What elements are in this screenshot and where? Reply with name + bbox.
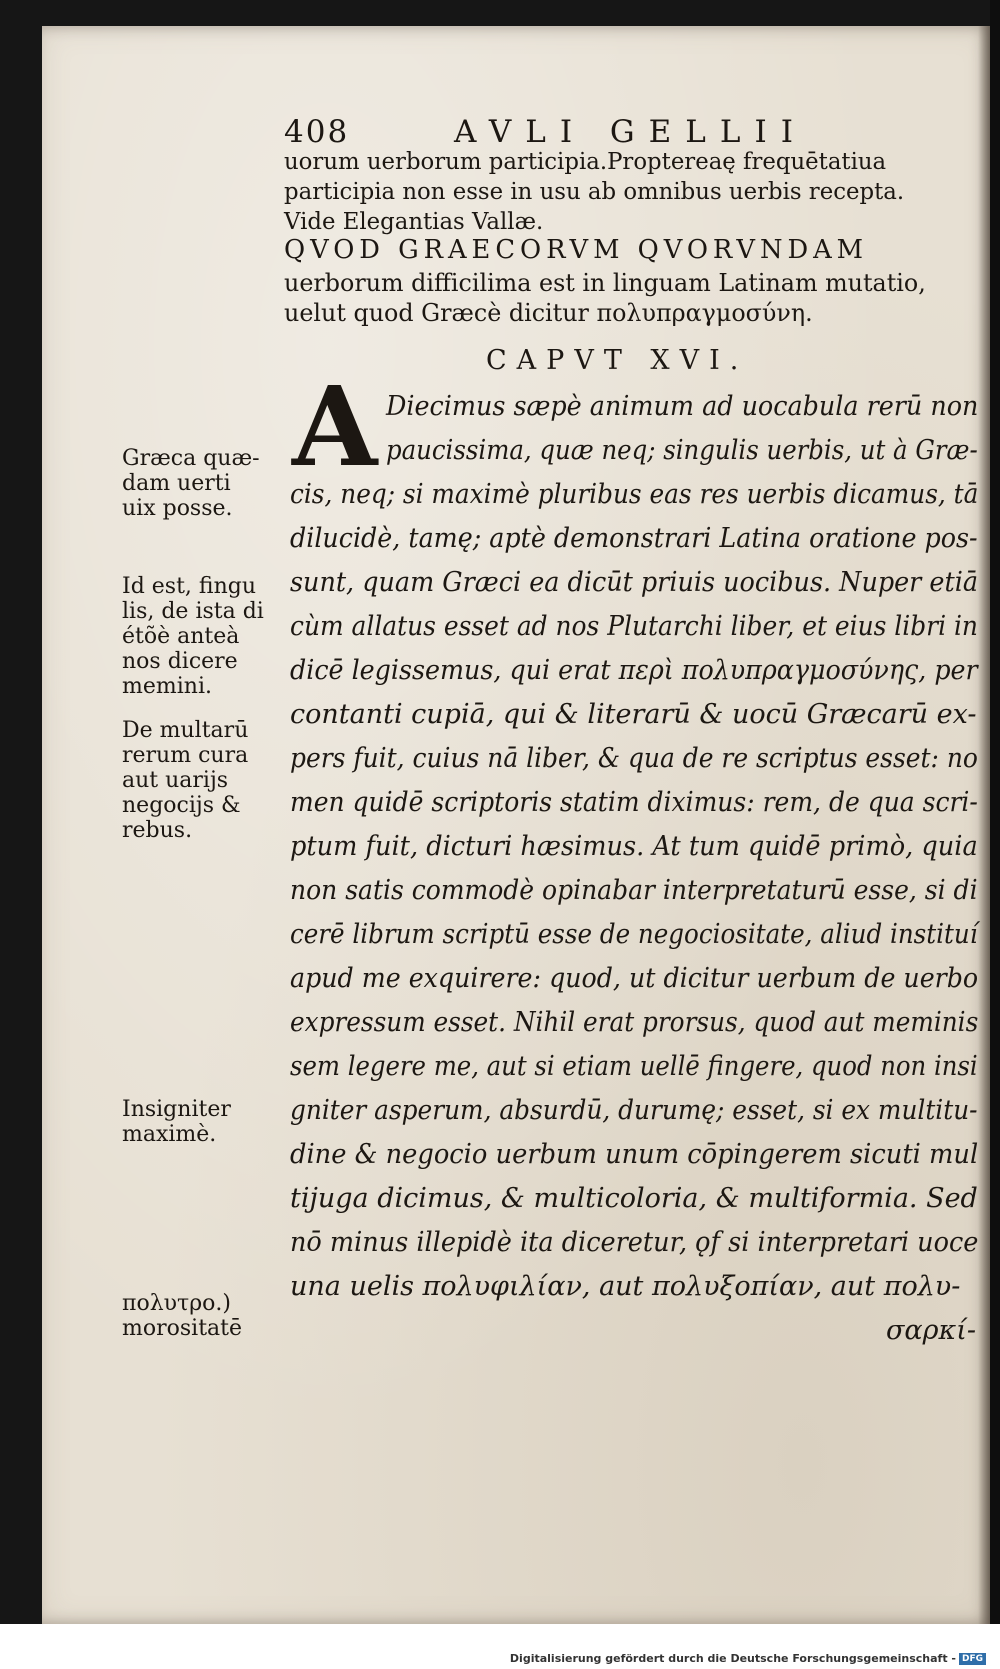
- body-line-14: apud me exquirere: quod, ut dicitur uerbum de uerbo: [290, 963, 979, 994]
- margin-note-5: [122, 1291, 282, 1341]
- body-line-9: pers fuit, cuius nā liber, & qua de re scriptus esset: no: [290, 743, 978, 774]
- margin-note-line: Græca quæ-: [122, 446, 260, 471]
- running-head-title: AVLI GELLII: [454, 114, 807, 150]
- page-number: 408: [284, 114, 350, 150]
- body-line-4: dilucidè, tamę; aptè demonstrari Latina oratione pos-: [290, 523, 978, 554]
- body-line-17: gniter asperum, absurdū, durumę; esset, si ex multitu-: [290, 1095, 978, 1126]
- margin-note-line: morositatē: [122, 1316, 243, 1341]
- margin-note-line: negocijs &: [122, 793, 241, 818]
- digitization-footer: [0, 1624, 1000, 1669]
- drop-cap-initial: A: [292, 362, 378, 491]
- body-line-22: σαρκί-: [886, 1315, 976, 1346]
- scan-border: [990, 0, 1000, 1669]
- margin-note-line: De multarū: [122, 718, 249, 743]
- dfg-logo-badge: DFG: [959, 1653, 986, 1665]
- margin-note-line: uix posse.: [122, 496, 233, 521]
- chapter-heading-line-2: uelut quod Græcè dicitur πολυπραγμοσύνη.: [284, 299, 813, 327]
- margin-note-line: πολυτρο.): [122, 1291, 231, 1316]
- footer-credit-text: Digitalisierung gefördert durch die Deutsche Forschungsgemeinschaft -: [509, 1652, 956, 1665]
- margin-note-line: Insigniter: [122, 1097, 231, 1122]
- margin-note-3: [122, 718, 282, 843]
- body-line-18: dine & negocio uerbum unum cōpingerem sicuti mul: [290, 1139, 979, 1170]
- margin-note-line: rerum cura: [122, 743, 249, 768]
- body-line-11: ptum fuit, dicturi hæsimus. At tum quidē primò, quia: [290, 831, 978, 862]
- body-line-21: una uelis πολυφιλίαν, aut πολυξοπίαν, aut πολυ-: [290, 1271, 961, 1302]
- margin-note-line: nos dicere: [122, 649, 238, 674]
- body-line-7: dicē legissemus, qui erat περὶ πολυπραγμοσύνης, per: [290, 655, 978, 686]
- body-line-15: expressum esset. Nihil erat prorsus, quod aut meminis: [290, 1007, 979, 1038]
- body-line-6: cùm allatus esset ad nos Plutarchi liber, et eius libri in: [290, 611, 978, 642]
- body-line-2: paucissima, quæ neq; singulis uerbis, ut à Græ-: [386, 435, 978, 466]
- margin-note-line: maximè.: [122, 1122, 217, 1147]
- margin-note-1: [122, 446, 282, 521]
- margin-note-line: étõè anteà: [122, 624, 240, 649]
- margin-note-4: [122, 1097, 282, 1147]
- body-line-10: men quidē scriptoris statim diximus: rem, de qua scri-: [290, 787, 978, 818]
- margin-note-line: rebus.: [122, 818, 193, 843]
- chapter-number: CAPVT XVI.: [486, 345, 749, 376]
- body-line-19: tijuga dicimus, & multicoloria, & multiformia. Sed: [290, 1183, 978, 1214]
- preceding-line-1: uorum uerborum participia.Proptereaę frequētatiua: [284, 149, 887, 175]
- body-line-20: nō minus illepidè ita diceretur, ǫf si interpretari uoce: [290, 1227, 979, 1258]
- body-line-5: sunt, quam Græci ea dicūt priuis uocibus. Nuper etiā: [290, 567, 979, 598]
- body-line-1: Diecimus sæpè animum ad uocabula rerū non: [386, 391, 979, 422]
- chapter-heading-caps: QVOD GRAECORVM QVORVNDAM: [284, 235, 869, 265]
- preceding-line-3: Vide Elegantias Vallæ.: [284, 209, 544, 235]
- margin-note-line: aut uarijs: [122, 768, 229, 793]
- body-line-12: non satis commodè opinabar interpretaturū esse, si di: [290, 875, 978, 906]
- body-line-3: cis, neq; si maximè pluribus eas res uerbis dicamus, tā: [290, 479, 979, 510]
- chapter-heading-line-1: uerborum difficilima est in linguam Latinam mutatio,: [284, 269, 926, 297]
- margin-note-line: memini.: [122, 674, 212, 699]
- footer-credit: [510, 1652, 986, 1665]
- margin-note-line: dam uerti: [122, 471, 231, 496]
- preceding-line-2: participia non esse in usu ab omnibus uerbis recepta.: [284, 179, 905, 205]
- body-line-8: contanti cupiā, qui & literarū & uocū Græcarū ex-: [290, 699, 977, 730]
- margin-note-2: [122, 574, 282, 699]
- body-line-13: cerē librum scriptū esse de negociositate, aliud instituí: [290, 919, 978, 950]
- body-line-16: sem legere me, aut si etiam uellē fingere, quod non insi: [290, 1051, 978, 1082]
- margin-note-line: Id est, fingu: [122, 574, 256, 599]
- margin-note-line: lis, de ista di: [122, 599, 264, 624]
